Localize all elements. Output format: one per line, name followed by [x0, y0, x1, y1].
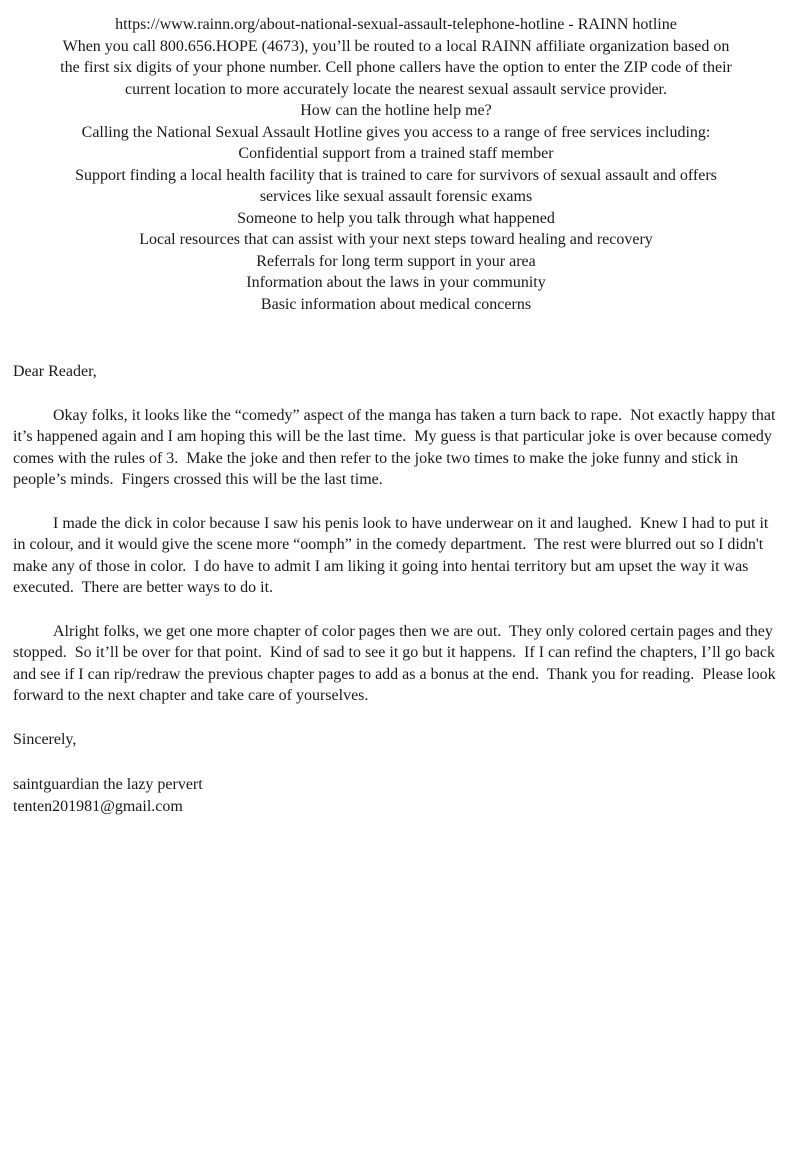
letter-paragraph: Okay folks, it looks like the “comedy” aspect of the manga has taken a turn back to rape. Not exactly happy that it’s happened again and I am hoping this will be the last time. My guess is that particular joke is over because comedy comes with the rules of 3. Make the joke and then refer to the joke two times to make the joke funny and stick in people’s minds. Fingers crossed this will be the last time. — [13, 406, 780, 488]
header-service-line: Support finding a local health facility that is trained to care for survivors of sexual assault and offers — [75, 166, 717, 184]
letter-paragraph: I made the dick in color because I saw his penis look to have underwear on it and laughed. Knew I had to put it in colour, and it would give the scene more “oomph” in the comedy department. The rest were blurred out so I didn't make any of those in color. I do have to admit I am liking it going into hentai territory but am upset the way it was executed. There are better ways to do it. — [13, 514, 773, 596]
readers-letter — [13, 361, 779, 817]
letter-salutation: Dear Reader, — [13, 363, 97, 380]
header-service-line: services like sexual assault forensic exams — [259, 188, 533, 205]
signature-name: saintguardian the lazy pervert — [13, 776, 203, 793]
header-service-line: Referrals for long term support in your area — [256, 252, 536, 270]
header-service-line: Confidential support from a trained staff member — [238, 145, 554, 162]
hotline-url-line: https://www.rainn.org/about-national-sexual-assault-telephone-hotline - RAINN hotline — [115, 16, 677, 33]
header-line: the first six digits of your phone number. Cell phone callers have the option to enter the ZIP code of their — [60, 59, 732, 76]
signature-email: tenten201981@gmail.com — [13, 797, 183, 815]
header-service-line: Basic information about medical concerns — [260, 295, 532, 313]
hotline-info-block — [13, 14, 779, 315]
header-service-line: Information about the laws in your community — [246, 274, 546, 291]
header-question-line: How can the hotline help me? — [300, 102, 492, 119]
header-line: current location to more accurately locate the nearest sexual assault service provider. — [125, 80, 667, 98]
header-service-line: Local resources that can assist with your next steps toward healing and recovery — [139, 231, 653, 248]
header-service-line: Someone to help you talk through what happened — [237, 209, 555, 227]
header-line: When you call 800.656.HOPE (4673), you’ll be routed to a local RAINN affiliate organization based on — [62, 37, 730, 55]
letter-closing: Sincerely, — [13, 730, 77, 748]
letter-paragraph: Alright folks, we get one more chapter of color pages then we are out. They only colored certain pages and they stopped. So it’ll be over for that point. Kind of sad to see it go but it happens. If I can refind the chapters, I’ll go back and see if I can rip/redraw the previous chapter pages to add as a bonus at the end. Thank you for reading. Please look forward to the next chapter and take care of yourselves. — [13, 622, 780, 704]
signature-block — [13, 774, 779, 817]
header-line: Calling the National Sexual Assault Hotline gives you access to a range of free services including: — [81, 123, 711, 141]
